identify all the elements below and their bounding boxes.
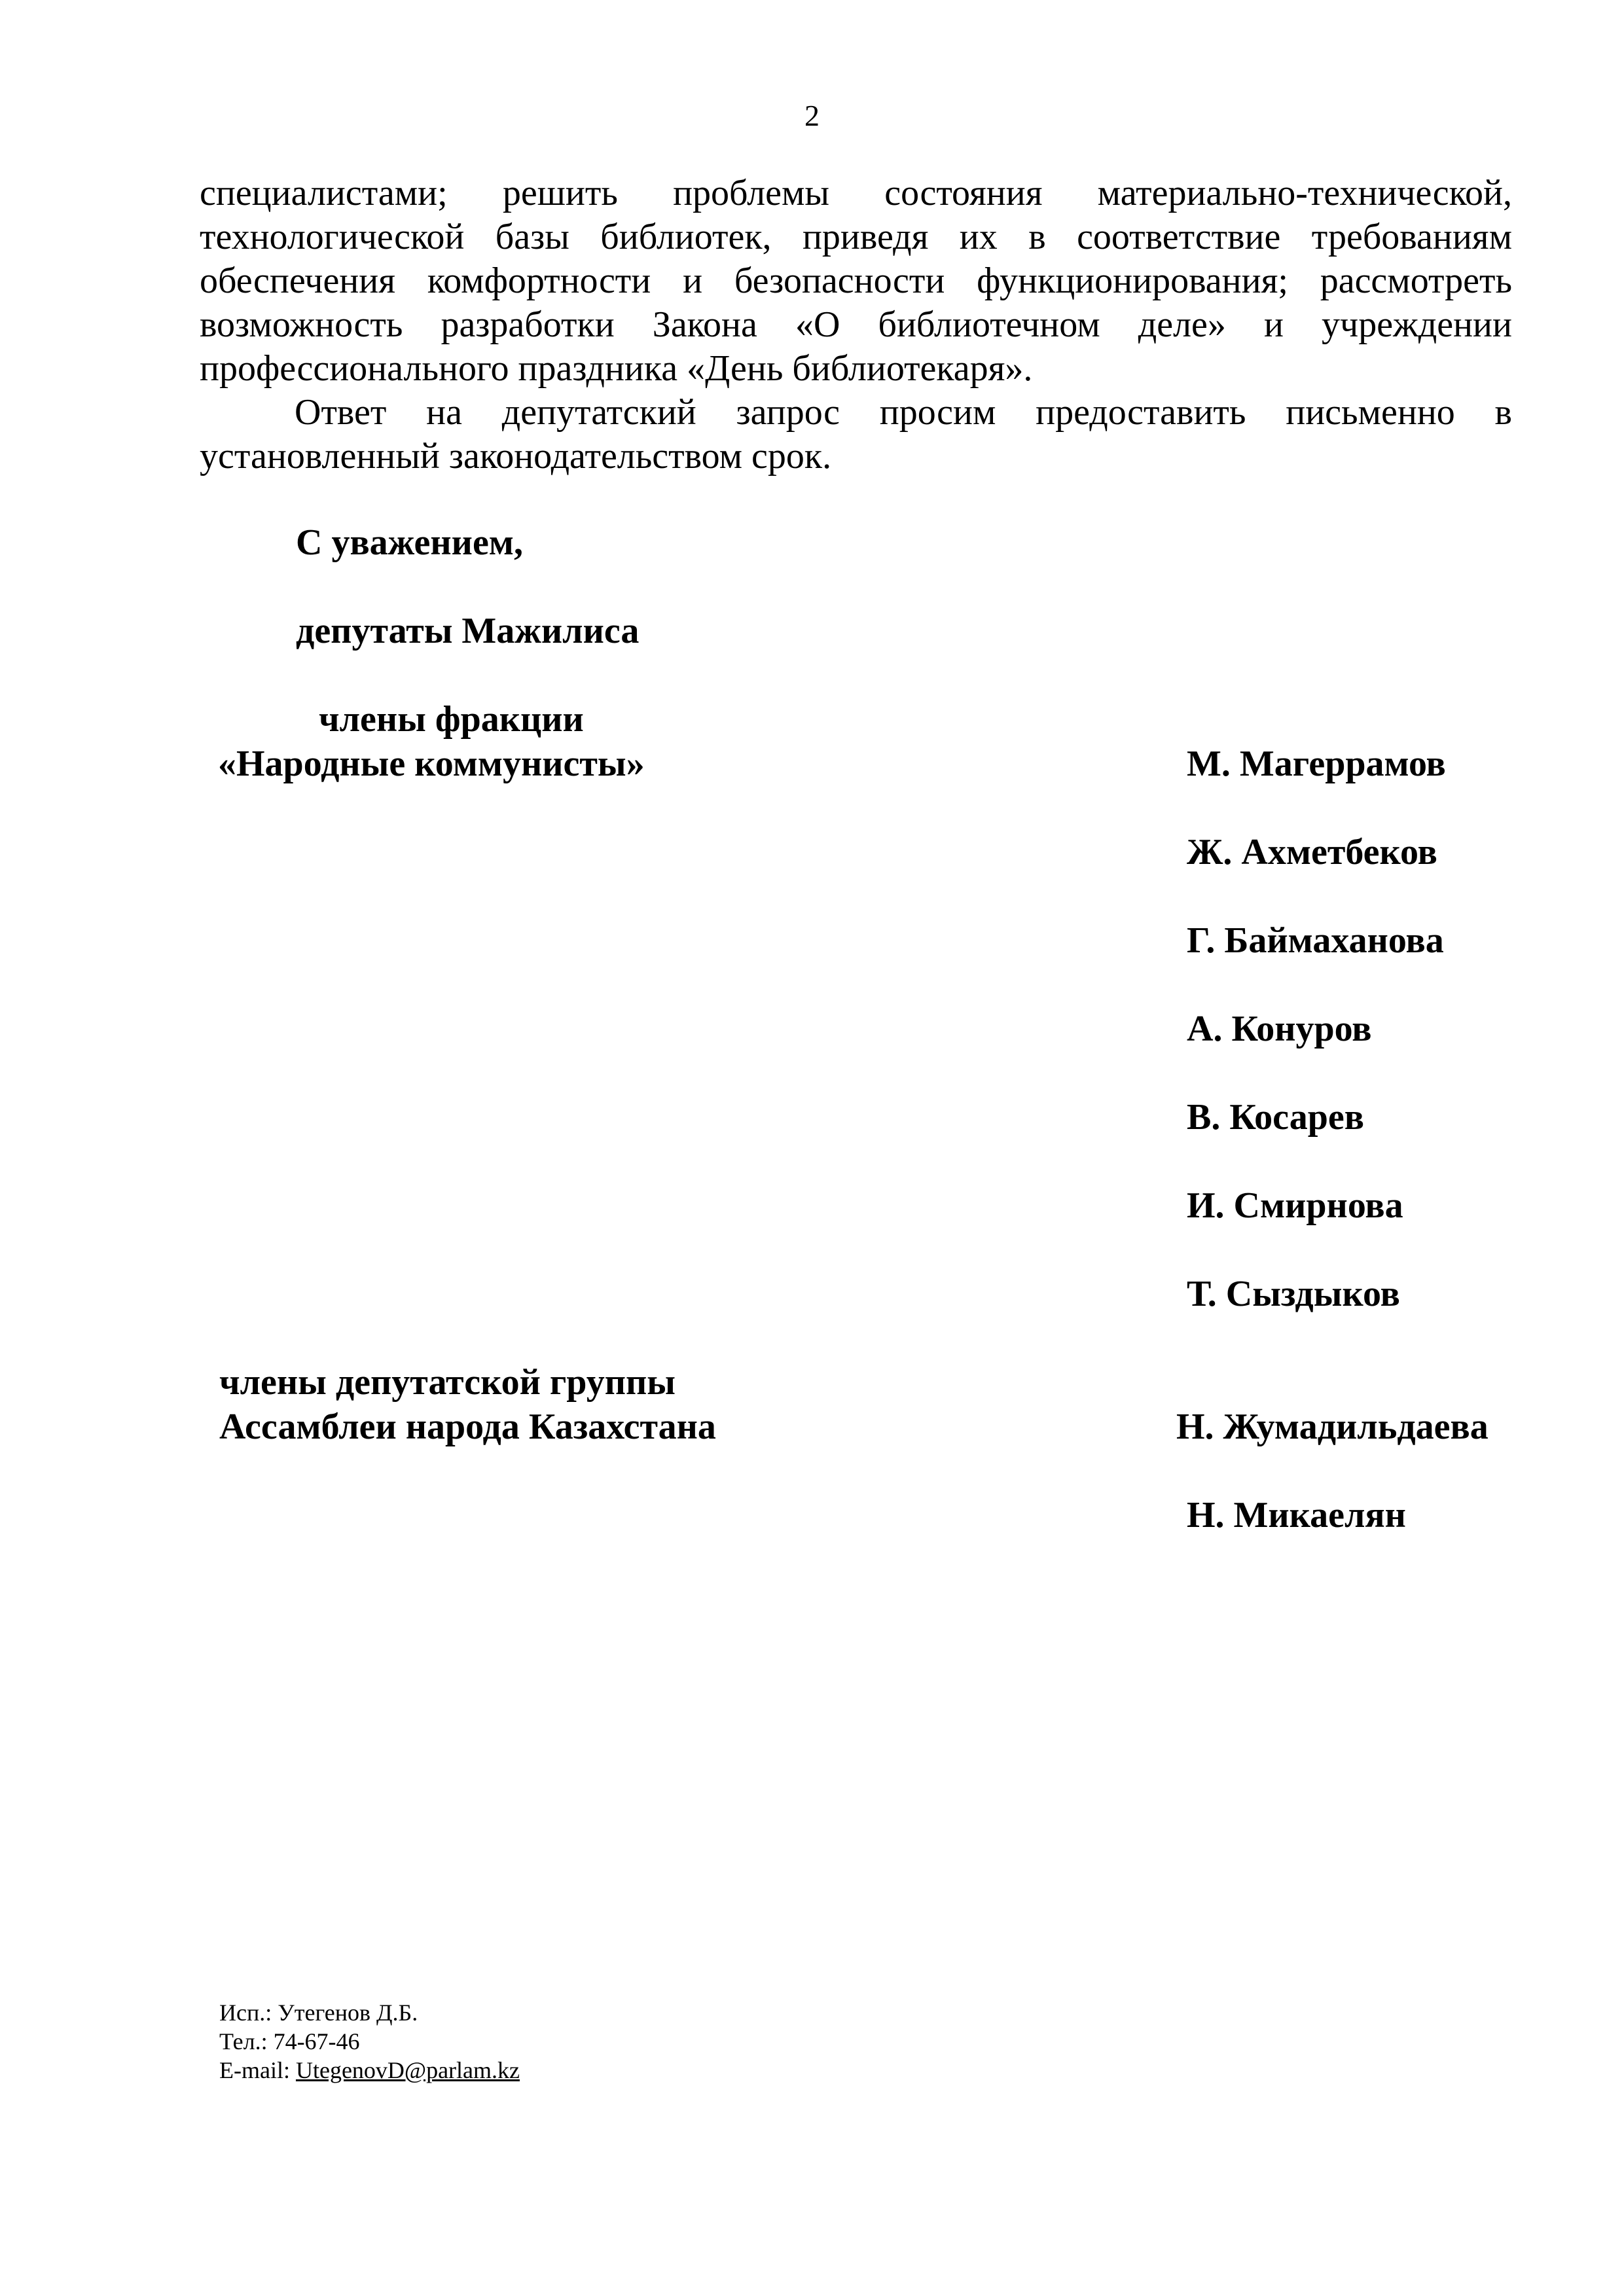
group-title-line1: члены депутатской группы bbox=[219, 1362, 676, 1403]
faction-signer-2: Ж. Ахметбеков bbox=[1187, 832, 1437, 872]
faction-signer-7: Т. Сыздыков bbox=[1187, 1274, 1400, 1314]
executor-email-line bbox=[219, 2056, 520, 2085]
page-number: 2 bbox=[804, 99, 820, 132]
faction-signer-4: А. Конуров bbox=[1187, 1009, 1372, 1049]
group-signer-2: Н. Микаелян bbox=[1187, 1495, 1406, 1535]
faction-signer-5: В. Косарев bbox=[1187, 1097, 1364, 1138]
faction-title-line2: «Народные коммунисты» bbox=[218, 744, 645, 784]
faction-signer-3: Г. Баймаханова bbox=[1187, 920, 1444, 961]
faction-title-line1: члены фракции bbox=[319, 699, 584, 740]
faction-signer-1: М. Магеррамов bbox=[1187, 744, 1446, 784]
closing-deputies: депутаты Мажилиса bbox=[296, 611, 640, 651]
executor-name: Исп.: Утегенов Д.Б. bbox=[219, 2000, 418, 2026]
executor-phone: Тел.: 74-67-46 bbox=[219, 2028, 360, 2054]
closing-greeting: С уважением, bbox=[296, 522, 523, 563]
group-signer-1: Н. Жумадильдаева bbox=[1176, 1407, 1489, 1447]
group-title-line2: Ассамблеи народа Казахстана bbox=[219, 1407, 716, 1447]
body-paragraph-2: Ответ на депутатский запрос просим предоставить письменно в установленный законодательством срок. bbox=[200, 392, 1512, 476]
email-label: E-mail: bbox=[219, 2057, 296, 2083]
letter-body bbox=[200, 171, 1512, 478]
body-paragraph-1: специалистами; решить проблемы состояния материально-технической, технологической базы библиотек, приведя их в соответствие требованиям обеспечения комфортности и безопасности функционирования; рассмотреть возможность разработки Закона «О библиотечном деле» и учреждении профессионального праздника «День библиотекаря». bbox=[200, 173, 1512, 389]
executor-info bbox=[219, 1998, 520, 2085]
email-link[interactable]: UtegenovD@parlam.kz bbox=[295, 2057, 520, 2083]
faction-signer-6: И. Смирнова bbox=[1187, 1185, 1403, 1226]
